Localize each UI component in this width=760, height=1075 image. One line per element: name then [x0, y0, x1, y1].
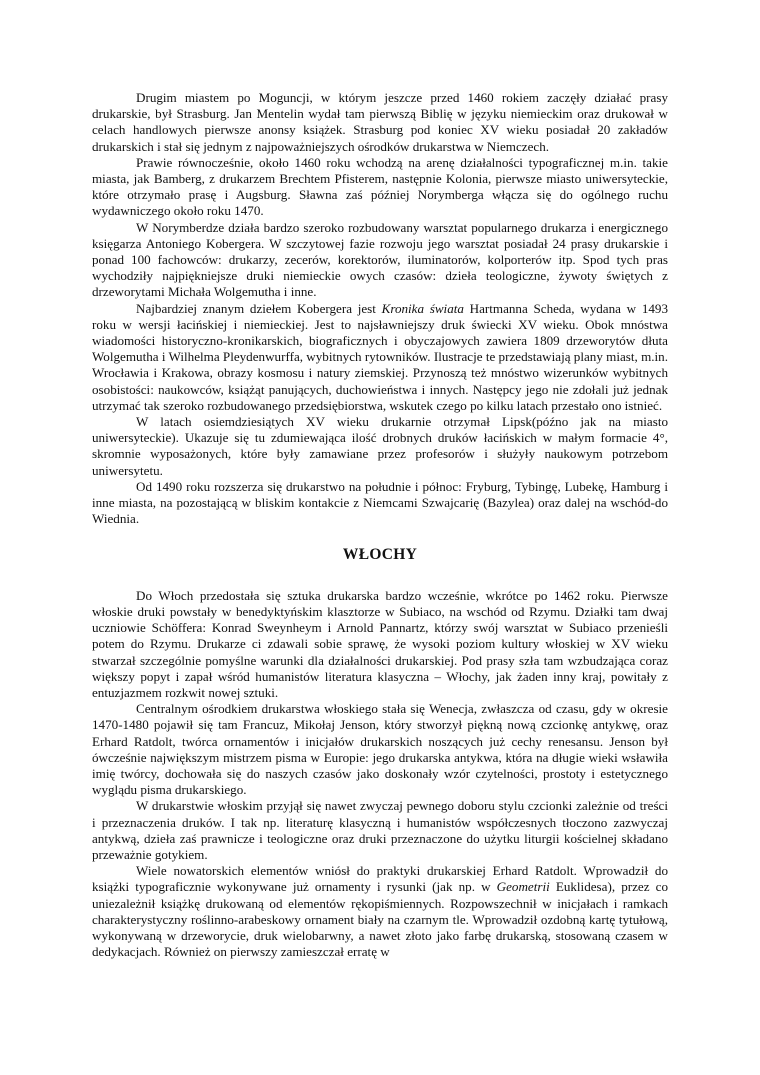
paragraph: [92, 701, 668, 798]
paragraph: [92, 301, 668, 414]
paragraph: [92, 479, 668, 528]
section-italy: [92, 588, 668, 961]
text-run: W Norymberdze działa bardzo szeroko rozbudowany warsztat popularnego drukarza i energicznego księgarza Antoniego Kobergera. W szczytowej fazie rozwoju jego warsztat posiadał 24 prasy drukarskie i ponad 100 fachowców: drukarzy, zecerów, korektorów, iluminatorów, kolporterów itp. Spod tych pras wychodziły najpiękniejsze druki niemieckie owych czasów: dzieła teologiczne, żywoty świętych z drzeworytami Michała Wolgemutha i inne.: [92, 219, 668, 300]
paragraph: [92, 863, 668, 960]
section-germany: [92, 90, 668, 527]
italic-title: Geometrii: [496, 879, 550, 895]
text-run: Wiele nowatorskich elementów wniósł do praktyki drukarskiej Erhard Ratdolt. Wprowadził do książki typograficznie wykonywane już ornamenty i rysunki (jak np. w: [92, 863, 668, 895]
paragraph: [92, 90, 668, 155]
text-run: W latach osiemdziesiątych XV wieku drukarnie otrzymał Lipsk(późno jak na miasto uniwersyteckie). Ukazuje się tu zdumiewająca ilość drobnych druków łacińskich w małym formacie 4°, skromnie wyposażonych, które były zamawiane przez profesorów i służyły naukowym potrzebom uniwersytetu.: [92, 414, 668, 478]
paragraph: [92, 155, 668, 220]
text-run: Prawie równocześnie, około 1460 roku wchodzą na arenę działalności typograficznej m.in. takie miasta, jak Bamberg, z drukarzem Brechtem Pfisterem, następnie Kolonia, pierwsze miasto uniwersyteckie, które otrzymało prasę i Augsburg. Sławna zaś później Norymberga włącza się do ogólnego ruchu wydawniczego około roku 1470.: [92, 154, 668, 219]
paragraph: [92, 414, 668, 479]
section-heading: WŁOCHY: [342, 546, 418, 564]
text-run: Do Włoch przedostała się sztuka drukarska bardzo wcześnie, wkrótce po 1462 roku. Pierwsze włoskie druki powstały w benedyktyńskim klasztorze w Subiaco, na wschód od Rzymu. Działki tam dwaj uczniowie Schöffera: Konrad Sweynheym i Arnold Pannartz, którzy swój warsztat w Subiaco przenieśli potem do Rzymu. Drukarze ci zdawali sobie sprawę, że wysoki poziom kultury włoskiej w XV wieku stwarzał szczególnie pomyślne warunki dla działalności drukarskiej. Pod prasy szła tam wzbudzająca coraz większy popyt i zapał wśród humanistów literatura klasyczna – Włochy, jak żaden inny kraj, powitały z entuzjazmem rozkwit nowej sztuki.: [92, 587, 668, 700]
text-run: Najbardziej znanym dziełem Kobergera jest: [136, 300, 382, 316]
text-run: Drugim miastem po Moguncji, w którym jeszcze przed 1460 rokiem zaczęły działać prasy drukarskie, był Strasburg. Jan Mentelin wydał tam pierwszą Biblię w języku niemieckim oraz drukował w celach handlowych pierwsze anonsy książek. Strasburg pod koniec XV wieku posiadał 20 zakładów drukarskich i stał się jednym z najpoważniejszych ośrodków drukarstwa w Niemczech.: [92, 90, 668, 154]
text-run: Od 1490 roku rozszerza się drukarstwo na południe i północ: Fryburg, Tybingę, Lubekę, Hamburg i inne miasta, na pozostającą w bliskim kontakcie z Niemcami Szwajcarię (Bazylea) oraz dalej na wschód-do Wiednia.: [92, 478, 668, 527]
paragraph: [92, 588, 668, 701]
paragraph: [92, 798, 668, 863]
text-run: Centralnym ośrodkiem drukarstwa włoskiego stała się Wenecja, zwłaszcza od czasu, gdy w okresie 1470-1480 pojawił się tam Francuz, Mikołaj Jenson, który stworzył piękną nową czcionkę antykwę, oraz Erhard Ratdolt, twórca ornamentów i inicjałów drukarskich noszących już cechy renesansu. Jenson był ówcześnie największym mistrzem pisma w Europie: jego drukarska antykwa, która na długie wieki wsławiła imię twórcy, dochowała się do naszych czasów jako doskonały wzór czytelności, prostoty i estetycznego wyglądu pisma drukarskiego.: [92, 701, 668, 798]
text-run: Euklidesa), przez co uniezależnił książkę drukowaną od elementów rękopiśmiennych. Rozpowszechnił w inicjałach i ramkach charakterystyczny roślinno-arabeskowy ornament biały na czarnym tle. Wprowadził ozdobną kartę tytułową, wykonywaną w drzeworycie, druk wielobarwny, a nawet złoto jako farbę drukarską, stosowaną czasem w dedykacjach. Również on pierwszy zamieszczał erratę w: [92, 879, 668, 960]
text-run: W drukarstwie włoskim przyjął się nawet zwyczaj pewnego doboru stylu czcionki zależnie od treści i przeznaczenia druków. I tak np. literaturę klasyczną i humanistów współczesnych tłoczono zazwyczaj antykwą, dzieła zaś prawnicze i teologiczne oraz druki przeznaczone do użytku liturgii kościelnej składano przeważnie gotykiem.: [92, 798, 668, 862]
text-run: Hartmanna Scheda, wydana w 1493 roku w wersji łacińskiej i niemieckiej. Jest to najsławniejszy druk świecki XV wieku. Obok mnóstwa wiadomości historyczno-kronikarskich, biograficznych i obyczajowych zawiera 1809 drzeworytów dłuta Wolgemutha i Wilhelma Pleydenwurffa, wybitnych rytowników. Ilustracje te przedstawiają plany miast, m.in. Wrocławia i Krakowa, obrazy kosmosu i natury ziemskiej. Przynoszą też mnóstwo wizerunków wybitnych osobistości: naukowców, książąt panujących, duchowieństwa i innych. Następcy jego nie zdołali już jednak utrzymać tak szeroko rozbudowanego przedsiębiorstwa, wskutek czego po kilku latach przestało ono istnieć.: [92, 300, 669, 413]
paragraph: [92, 220, 668, 301]
italic-title: Kronika świata: [381, 300, 464, 316]
